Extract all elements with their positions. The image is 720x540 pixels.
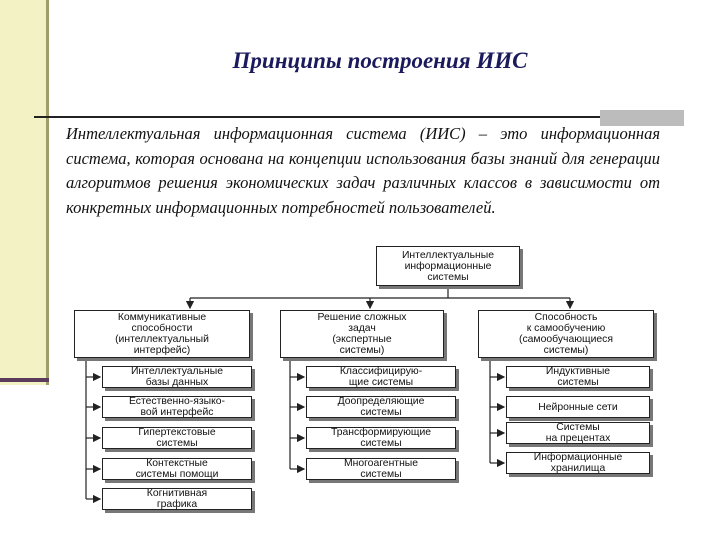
- child-neural-networks: Нейронные сети: [506, 396, 650, 418]
- iis-hierarchy-diagram: [70, 244, 662, 514]
- child-hypertext-systems: Гипертекстовые системы: [102, 427, 252, 449]
- definition-paragraph: Интеллектуальная информационная система (ИИС) – это информационная система, которая основана на концепции использования базы знаний для генерации алгоритмов решения экономических задач различных классов в зависимости от конкретных информационных потребностей пользователей.: [66, 124, 660, 217]
- branch-communication: Коммуникативные способности (интеллектуальный интерфейс): [74, 310, 250, 358]
- child-case-based-systems: Системы на прецентах: [506, 422, 650, 444]
- child-information-warehouses: Информационные хранилища: [506, 452, 650, 474]
- left-bar-bottom-accent: [0, 378, 49, 382]
- title-divider: [34, 116, 654, 118]
- child-classifying-systems: Классифицирую- щие системы: [306, 366, 456, 388]
- slide-title: Принципы построения ИИС: [232, 48, 528, 73]
- child-multiagent-systems: Многоагентные системы: [306, 458, 456, 480]
- child-intelligent-databases: Интеллектуальные базы данных: [102, 366, 252, 388]
- child-context-help-systems: Контекстные системы помощи: [102, 458, 252, 480]
- branch-self-learning: Способность к самообучению (самообучающиеся системы): [478, 310, 654, 358]
- child-inductive-systems: Индуктивные системы: [506, 366, 650, 388]
- root-node: Интеллектуальные информационные системы: [376, 246, 520, 286]
- branch-expert-systems: Решение сложных задач (экспертные системы): [280, 310, 444, 358]
- child-natural-language-interface: Естественно-языко- вой интерфейс: [102, 396, 252, 418]
- child-transforming-systems: Трансформирующие системы: [306, 427, 456, 449]
- child-cognitive-graphics: Когнитивная графика: [102, 488, 252, 510]
- child-defining-systems: Доопределяющие системы: [306, 396, 456, 418]
